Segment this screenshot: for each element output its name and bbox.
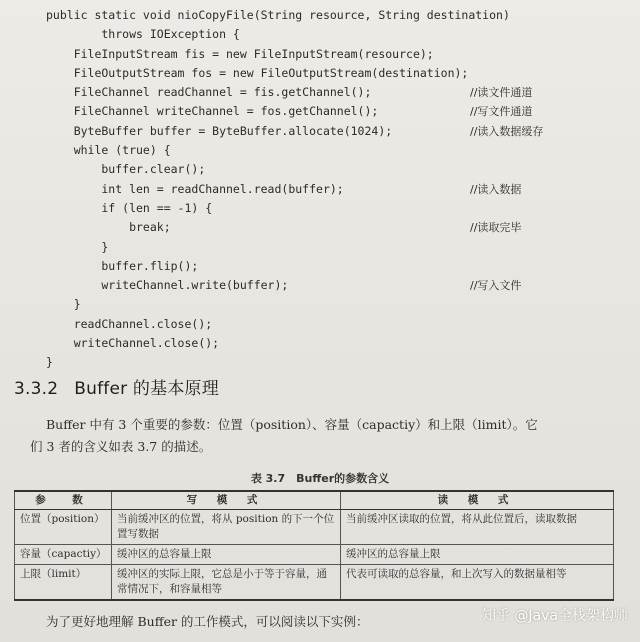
code-line	[0, 295, 640, 314]
header-read-mode: 读 模 式	[341, 491, 614, 510]
code-comment: //写文件通道	[470, 105, 533, 119]
code-line	[0, 218, 640, 237]
paragraph-line-1: Buffer 中有 3 个重要的参数：位置（position）、容量（capactiy）和上限（limit）。它	[46, 417, 538, 432]
code-listing	[0, 6, 640, 373]
code-line	[0, 199, 640, 218]
cell-write: 缓冲区的实际上限，它总是小于等于容量，通常情况下，和容量相等	[112, 565, 341, 601]
footer-text: 为了更好地理解 Buffer 的工作模式，可以阅读以下实例：	[46, 614, 369, 629]
code-line	[0, 160, 640, 179]
code-text: readChannel.close();	[46, 316, 213, 331]
code-text: FileChannel readChannel = fis.getChannel();	[46, 85, 372, 100]
code-line	[0, 45, 640, 64]
code-line	[0, 353, 640, 372]
table-row	[15, 510, 614, 545]
code-text: ByteBuffer buffer = ByteBuffer.allocate(1024);	[46, 123, 393, 138]
code-comment: //写入文件	[470, 279, 522, 293]
code-comment: //读取完毕	[470, 221, 522, 235]
header-write-mode: 写 模 式	[112, 491, 341, 510]
paragraph-line-2: 们 3 者的含义如表 3.7 的描述。	[30, 439, 212, 454]
code-line	[0, 141, 640, 160]
cell-read: 缓冲区的总容量上限	[341, 545, 614, 565]
code-line	[0, 257, 640, 276]
table-row	[15, 545, 614, 565]
code-line	[0, 334, 640, 353]
section-number: 3.3.2	[14, 379, 59, 399]
code-text: }	[46, 355, 53, 370]
body-paragraph	[30, 414, 616, 458]
code-text: FileChannel writeChannel = fos.getChannel();	[46, 104, 379, 119]
table-header-row	[15, 491, 614, 510]
code-text: public static void nioCopyFile(String resource, String destination)	[46, 8, 510, 22]
buffer-params-table	[14, 490, 614, 601]
code-line	[0, 6, 640, 25]
code-line	[0, 122, 640, 141]
code-text: if (len == -1) {	[46, 200, 213, 215]
code-line	[0, 276, 640, 295]
code-line	[0, 102, 640, 121]
code-text: }	[46, 239, 109, 254]
code-line	[0, 238, 640, 257]
code-text: writeChannel.close();	[46, 336, 220, 351]
cell-param: 位置（position）	[15, 510, 112, 545]
code-text: while (true) {	[46, 143, 171, 158]
code-line	[0, 180, 640, 199]
code-comment: //读入数据缓存	[470, 124, 544, 138]
code-text: break;	[46, 220, 171, 235]
header-param: 参 数	[15, 491, 112, 510]
table-row	[15, 565, 614, 601]
code-text: }	[46, 297, 81, 312]
section-heading	[14, 374, 219, 399]
table-caption: 表 3.7 Buffer的参数含义	[250, 472, 390, 485]
cell-param: 上限（limit）	[15, 565, 112, 601]
zhihu-watermark: 知乎 @Java全栈架构师	[481, 608, 628, 624]
code-comment: //读文件通道	[470, 86, 533, 100]
code-comment: //读入数据	[470, 182, 522, 196]
code-text: FileInputStream fis = new FileInputStream(resource);	[46, 46, 434, 61]
code-text: FileOutputStream fos = new FileOutputStream(destination);	[46, 65, 469, 80]
code-line	[0, 64, 640, 83]
code-text: buffer.clear();	[46, 162, 206, 177]
cell-read: 代表可读取的总容量，和上次写入的数据量相等	[341, 565, 614, 601]
code-line	[0, 25, 640, 44]
code-text: buffer.flip();	[46, 258, 199, 273]
code-line	[0, 315, 640, 334]
cell-write: 当前缓冲区的位置，将从 position 的下一个位置写数据	[112, 510, 341, 545]
cell-write: 缓冲区的总容量上限	[112, 545, 341, 565]
code-text: throws IOException {	[46, 27, 240, 42]
code-line	[0, 83, 640, 102]
code-text: int len = readChannel.read(buffer);	[46, 181, 344, 196]
cell-read: 当前缓冲区读取的位置，将从此位置后，读取数据	[341, 510, 614, 545]
cell-param: 容量（capactiy）	[15, 545, 112, 565]
code-text: writeChannel.write(buffer);	[46, 278, 289, 293]
section-title: Buffer 的基本原理	[74, 379, 219, 399]
